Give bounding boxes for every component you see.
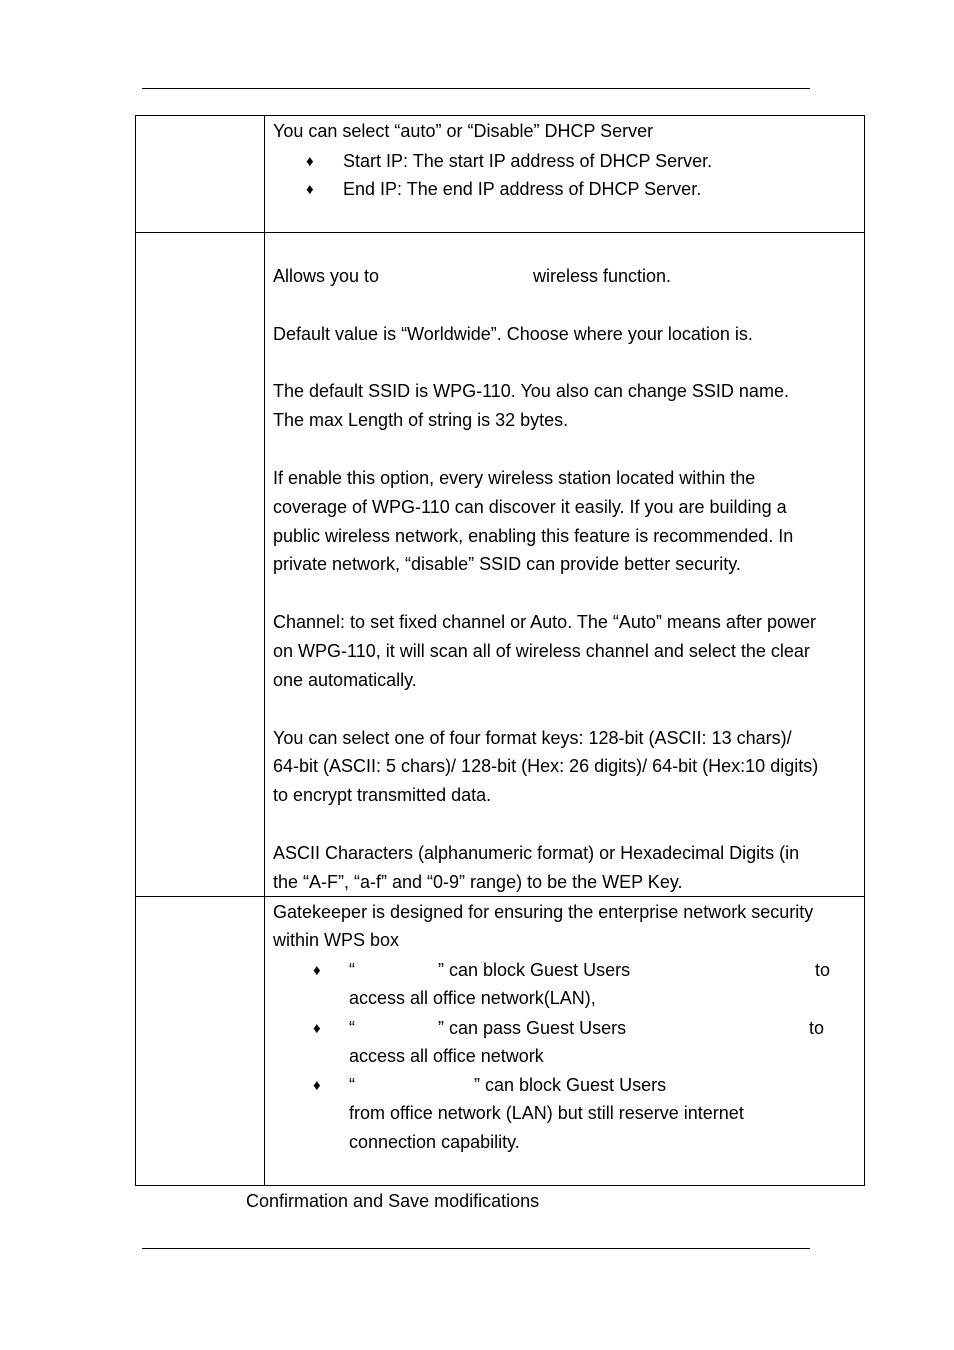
channel-text-2: on WPG-110, it will scan all of wireless channel and select the clear [273, 641, 810, 661]
ssid-text-2: The max Length of string is 32 bytes. [273, 410, 569, 430]
dhcp-end-ip: End IP: The end IP address of DHCP Server. [343, 179, 702, 199]
gatekeeper-item3-cont-2: connection capability. [349, 1132, 520, 1152]
broadcast-text-1: If enable this option, every wireless station located within the [273, 468, 756, 488]
gatekeeper-item2-to: to [809, 1018, 825, 1038]
bullet-icon: ♦ [313, 962, 321, 979]
bullet-icon: ♦ [306, 153, 314, 170]
gatekeeper-item3-cont-1: from office network (LAN) but still reserve internet [349, 1103, 744, 1123]
wep-format-text-3: to encrypt transmitted data. [273, 785, 492, 805]
wep-key-text-1: ASCII Characters (alphanumeric format) or Hexadecimal Digits (in [273, 843, 800, 863]
broadcast-text-2: coverage of WPG-110 can discover it easily. If you are building a [273, 497, 787, 517]
gatekeeper-item1-to: to [815, 960, 831, 980]
bullet-icon: ♦ [306, 181, 314, 198]
bullet-icon: ♦ [313, 1077, 321, 1094]
region-text: Default value is “Worldwide”. Choose where your location is. [273, 324, 753, 344]
channel-text-3: one automatically. [273, 670, 417, 690]
dhcp-label-cell [136, 116, 265, 232]
header-rule [142, 88, 810, 89]
footer-rule [142, 1248, 810, 1249]
gatekeeper-item1-text: ” can block Guest Users [438, 960, 631, 980]
broadcast-text-4: private network, “disable” SSID can provide better security. [273, 554, 741, 574]
gatekeeper-intro-1: Gatekeeper is designed for ensuring the enterprise network security [273, 902, 814, 922]
wep-format-text-2: 64-bit (ASCII: 5 chars)/ 128-bit (Hex: 26 digits)/ 64-bit (Hex:10 digits) [273, 756, 819, 776]
gatekeeper-item1-cont: access all office network(LAN), [349, 988, 596, 1008]
broadcast-text-3: public wireless network, enabling this feature is recommended. In [273, 526, 794, 546]
wireless-label-cell [136, 233, 265, 896]
footer-caption: Confirmation and Save modifications [246, 1191, 540, 1211]
channel-text-1: Channel: to set fixed channel or Auto. The “Auto” means after power [273, 612, 816, 632]
gatekeeper-item3-quote: “ [349, 1075, 355, 1095]
wep-key-text-2: the “A-F”, “a-f” and “0-9” range) to be the WEP Key. [273, 872, 683, 892]
dhcp-intro: You can select “auto” or “Disable” DHCP Server [273, 121, 654, 141]
gatekeeper-intro-2: within WPS box [273, 930, 400, 950]
bullet-icon: ♦ [313, 1020, 321, 1037]
gatekeeper-label-cell [136, 897, 265, 1185]
ssid-text-1: The default SSID is WPG-110. You also can change SSID name. [273, 381, 789, 401]
dhcp-start-ip: Start IP: The start IP address of DHCP Server. [343, 151, 713, 171]
wireless-enable-suffix: wireless function. [533, 266, 672, 286]
wireless-enable-prefix: Allows you to [273, 266, 380, 286]
wep-format-text-1: You can select one of four format keys: 128-bit (ASCII: 13 chars)/ [273, 728, 792, 748]
gatekeeper-item2-cont: access all office network [349, 1046, 544, 1066]
gatekeeper-item1-quote: “ [349, 960, 355, 980]
gatekeeper-item3-text: ” can block Guest Users [474, 1075, 667, 1095]
gatekeeper-item2-text: ” can pass Guest Users [438, 1018, 627, 1038]
gatekeeper-item2-quote: “ [349, 1018, 355, 1038]
